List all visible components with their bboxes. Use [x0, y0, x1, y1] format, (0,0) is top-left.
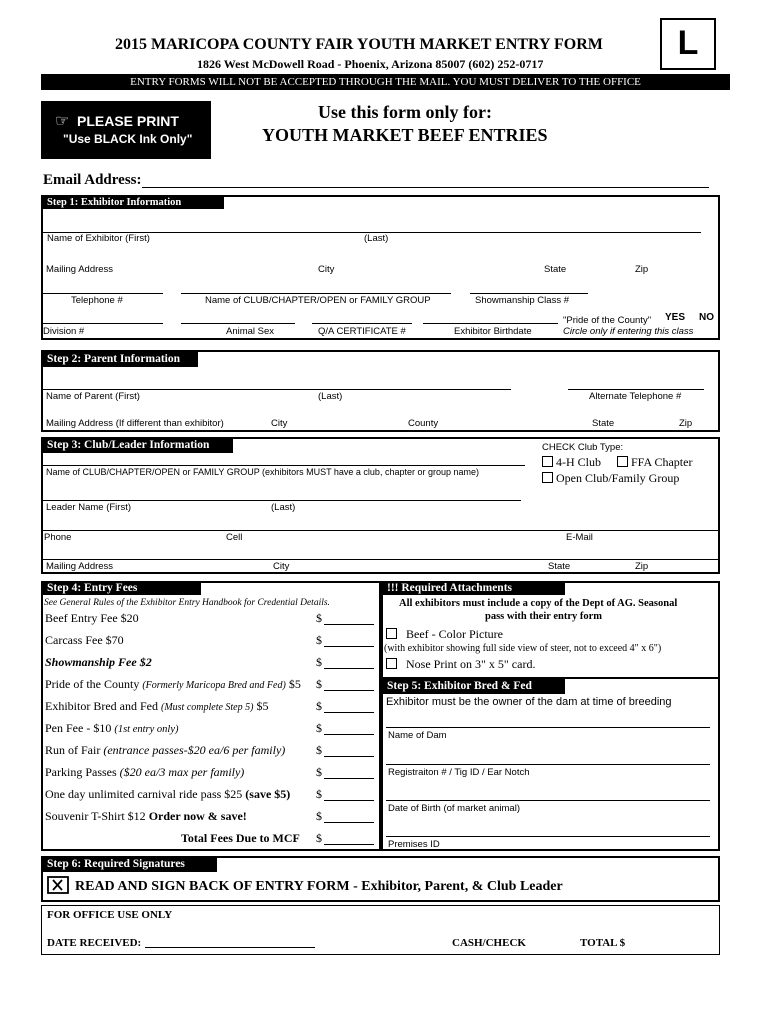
amount-sign-shirt: $ — [316, 809, 322, 823]
form-title: 2015 MARICOPA COUNTY FAIR YOUTH MARKET ENTRY FORM — [115, 36, 603, 53]
fee-showmanship: Showmanship Fee $2 — [45, 655, 152, 669]
attachment-photo-label: Beef - Color Picture — [406, 627, 503, 641]
step1-header: Step 1: Exhibitor Information — [43, 196, 224, 209]
date-received-field[interactable] — [145, 947, 315, 948]
checkbox-nose[interactable] — [386, 658, 397, 669]
use-form-line2: YOUTH MARKET BEEF ENTRIES — [262, 125, 548, 145]
fee-bred-fed — [45, 699, 268, 714]
leader-name-field[interactable] — [43, 500, 521, 501]
checkbox-photo[interactable] — [386, 628, 397, 639]
leader-phone-field[interactable] — [43, 530, 718, 531]
checkbox-ffa[interactable] — [617, 456, 628, 467]
option-ffa[interactable] — [617, 455, 692, 470]
registration-label: Registraiton # / Tig ID / Ear Notch — [388, 767, 530, 778]
mailing-label: Mailing Address — [46, 264, 114, 275]
qa-cert-field[interactable] — [312, 323, 412, 324]
amount-run-field[interactable] — [324, 756, 374, 757]
fee-pen-note: (1st entry only) — [114, 724, 179, 735]
hand-pointer-icon: ☞ — [55, 113, 70, 130]
office-use-title: FOR OFFICE USE ONLY — [47, 909, 173, 921]
attachment-photo-note: (with exhibitor showing full side view of steer, not to exceed 4" x 6") — [384, 643, 662, 654]
parent-zip-label: Zip — [679, 418, 693, 429]
showmanship-class-field[interactable] — [470, 293, 588, 294]
black-ink-text: "Use BLACK Ink Only" — [63, 132, 193, 146]
amount-pen-field[interactable] — [324, 734, 374, 735]
amount-sign-carcass: $ — [316, 633, 322, 647]
form-letter-box: L — [660, 18, 716, 70]
pride-label: "Pride of the County" — [563, 315, 652, 326]
attachments-line1: All exhibitors must include a copy of the Dept of AG. Seasonal — [399, 598, 678, 609]
leader-phone-label: Phone — [44, 532, 72, 543]
fee-bred-note: (Must complete Step 5) — [160, 702, 254, 713]
email-label: Email Address: — [43, 172, 142, 188]
fee-tshirt — [45, 809, 247, 824]
dob-label: Date of Birth (of market animal) — [388, 803, 520, 814]
club-group-label: Name of CLUB/CHAPTER/OPEN or FAMILY GROUP (exhibitors MUST have a club, chapter or group name) — [46, 467, 479, 477]
amount-beef-field[interactable] — [324, 624, 374, 625]
fees-note: See General Rules of the Exhibitor Entry Handbook for Credential Details. — [44, 598, 330, 608]
parent-city-label: City — [271, 418, 288, 429]
qa-cert-label: Q/A CERTIFICATE # — [318, 326, 406, 337]
fee-shirt-label: Souvenir T-Shirt $12 — [45, 809, 149, 823]
amount-total-field[interactable] — [324, 844, 374, 845]
fee-pen — [45, 721, 178, 736]
fee-pride-note: (Formerly Maricopa Bred and Fed) — [142, 680, 286, 691]
showmanship-class-label: Showmanship Class # — [475, 295, 569, 306]
date-received-label: DATE RECEIVED: — [47, 937, 142, 949]
state-label: State — [544, 264, 567, 275]
leader-email-label: E-Mail — [566, 532, 593, 543]
telephone-label: Telephone # — [71, 295, 123, 306]
option-open[interactable] — [542, 471, 679, 486]
amount-sign-carnival: $ — [316, 787, 322, 801]
parent-name-field[interactable] — [43, 389, 511, 390]
fee-run-label: Run of Fair — [45, 743, 104, 757]
telephone-field[interactable] — [43, 293, 163, 294]
amount-carnival-field[interactable] — [324, 800, 374, 801]
cash-check-label: CASH/CHECK — [452, 937, 526, 949]
step4-header: Step 4: Entry Fees — [43, 582, 201, 595]
yes-option[interactable]: YES — [665, 312, 686, 323]
checked-box-icon — [47, 876, 69, 894]
fee-carnival-label: One day unlimited carnival ride pass $25 — [45, 787, 246, 801]
registration-field[interactable] — [386, 764, 710, 765]
fee-total-label: Total Fees Due to MCF — [181, 831, 300, 845]
fair-address: 1826 West McDowell Road - Phoenix, Arizona 85007 (602) 252-0717 — [197, 57, 544, 71]
fee-run-of-fair — [45, 743, 285, 758]
club-type-label: CHECK Club Type: — [542, 442, 624, 453]
amount-sign-run: $ — [316, 743, 322, 757]
dob-field[interactable] — [386, 800, 710, 801]
city-label: City — [318, 264, 335, 275]
division-label: Division # — [43, 326, 85, 337]
alt-phone-label: Alternate Telephone # — [589, 391, 682, 402]
sign-instruction: READ AND SIGN BACK OF ENTRY FORM - Exhibitor, Parent, & Club Leader — [75, 879, 563, 894]
zip-label: Zip — [635, 264, 649, 275]
use-form-line1: Use this form only for: — [318, 102, 492, 122]
fee-park-note: ($20 ea/3 max per family) — [119, 765, 245, 779]
circle-note: Circle only if entering this class — [563, 326, 694, 337]
leader-state-label: State — [548, 561, 571, 572]
fee-park-label: Parking Passes — [45, 765, 120, 779]
leader-city-label: City — [273, 561, 290, 572]
amount-sign-pen: $ — [316, 721, 322, 735]
club-name-label: Name of CLUB/CHAPTER/OPEN or FAMILY GROUP — [205, 295, 431, 306]
step2-header: Step 2: Parent Information — [43, 352, 198, 367]
step5-note: Exhibitor must be the owner of the dam at time of breeding — [386, 696, 672, 708]
amount-shirt-field[interactable] — [324, 822, 374, 823]
attachments-header: !!! Required Attachments — [383, 582, 565, 595]
amount-sign-pride: $ — [316, 677, 322, 691]
animal-sex-field[interactable] — [181, 323, 295, 324]
option-open-label: Open Club/Family Group — [556, 471, 680, 485]
fee-pride-label: Pride of the County — [45, 677, 143, 691]
amount-sign-beef: $ — [316, 611, 322, 625]
birthdate-label: Exhibitor Birthdate — [454, 326, 532, 337]
please-print-box — [41, 101, 211, 159]
step3-header: Step 3: Club/Leader Information — [43, 438, 233, 453]
parent-mailing-label: Mailing Address (If different than exhibitor) — [46, 418, 224, 429]
option-4h[interactable] — [542, 455, 601, 470]
fee-carnival — [45, 787, 290, 802]
checkbox-4h[interactable] — [542, 456, 553, 467]
dam-name-label: Name of Dam — [388, 730, 447, 741]
leader-last-label: (Last) — [271, 502, 296, 513]
alt-phone-field[interactable] — [568, 389, 704, 390]
amount-bred-field[interactable] — [324, 712, 374, 713]
amount-sign-total: $ — [316, 831, 322, 845]
fee-parking — [45, 765, 244, 780]
fee-run-note: (entrance passes-$20 ea/6 per family) — [103, 743, 286, 757]
club-group-field[interactable] — [43, 465, 525, 466]
fee-shirt-order: Order now & save! — [148, 809, 247, 823]
step5-header: Step 5: Exhibitor Bred & Fed — [383, 679, 565, 694]
attachments-line2: pass with their entry form — [485, 611, 603, 622]
premises-field[interactable] — [386, 836, 710, 837]
division-field[interactable] — [43, 323, 163, 324]
fee-beef: Beef Entry Fee $20 — [45, 611, 139, 625]
leader-mailing-field[interactable] — [43, 559, 718, 560]
parent-first-label: Name of Parent (First) — [46, 391, 140, 402]
amount-carcass-field[interactable] — [324, 646, 374, 647]
birthdate-field[interactable] — [423, 323, 558, 324]
attachment-photo[interactable] — [386, 627, 503, 642]
total-label: TOTAL $ — [580, 937, 626, 949]
amount-sign-parking: $ — [316, 765, 322, 779]
exhibitor-first-label: Name of Exhibitor (First) — [47, 233, 150, 244]
email-field[interactable] — [142, 187, 709, 188]
checkbox-open[interactable] — [542, 472, 553, 483]
animal-sex-label: Animal Sex — [226, 326, 275, 337]
leader-zip-label: Zip — [635, 561, 649, 572]
option-ffa-label: FFA Chapter — [631, 455, 693, 469]
fee-pen-label: Pen Fee - $10 — [45, 721, 115, 735]
club-name-field[interactable] — [181, 293, 451, 294]
amount-parking-field[interactable] — [324, 778, 374, 779]
fee-pride-price: $5 — [285, 677, 301, 691]
leader-first-label: Leader Name (First) — [46, 502, 131, 513]
fee-pride — [45, 677, 301, 692]
fee-bred-price: $5 — [253, 699, 269, 713]
attachment-nose-label: Nose Print on 3" x 5" card. — [406, 657, 536, 671]
amount-pride-field[interactable] — [324, 690, 374, 691]
exhibitor-last-label: (Last) — [364, 233, 389, 244]
amount-showmanship-field[interactable] — [324, 668, 374, 669]
fee-carnival-save: (save $5) — [245, 787, 291, 801]
step6-header: Step 6: Required Signatures — [43, 857, 217, 872]
amount-sign-showmanship: $ — [316, 655, 322, 669]
option-4h-label: 4-H Club — [556, 455, 601, 469]
leader-cell-label: Cell — [226, 532, 243, 543]
delivery-notice: ENTRY FORMS WILL NOT BE ACCEPTED THROUGH THE MAIL. YOU MUST DELIVER TO THE OFFICE — [41, 74, 730, 90]
no-option[interactable]: NO — [699, 312, 714, 323]
parent-last-label: (Last) — [318, 391, 343, 402]
fee-carcass: Carcass Fee $70 — [45, 633, 124, 647]
parent-state-label: State — [592, 418, 615, 429]
dam-name-field[interactable] — [386, 727, 710, 728]
parent-county-label: County — [408, 418, 439, 429]
leader-mailing-label: Mailing Address — [46, 561, 114, 572]
amount-sign-bred: $ — [316, 699, 322, 713]
attachment-nose[interactable] — [386, 657, 535, 672]
fee-bred-label: Exhibitor Bred and Fed — [45, 699, 161, 713]
please-print-text: PLEASE PRINT — [77, 113, 179, 129]
premises-label: Premises ID — [388, 839, 440, 850]
